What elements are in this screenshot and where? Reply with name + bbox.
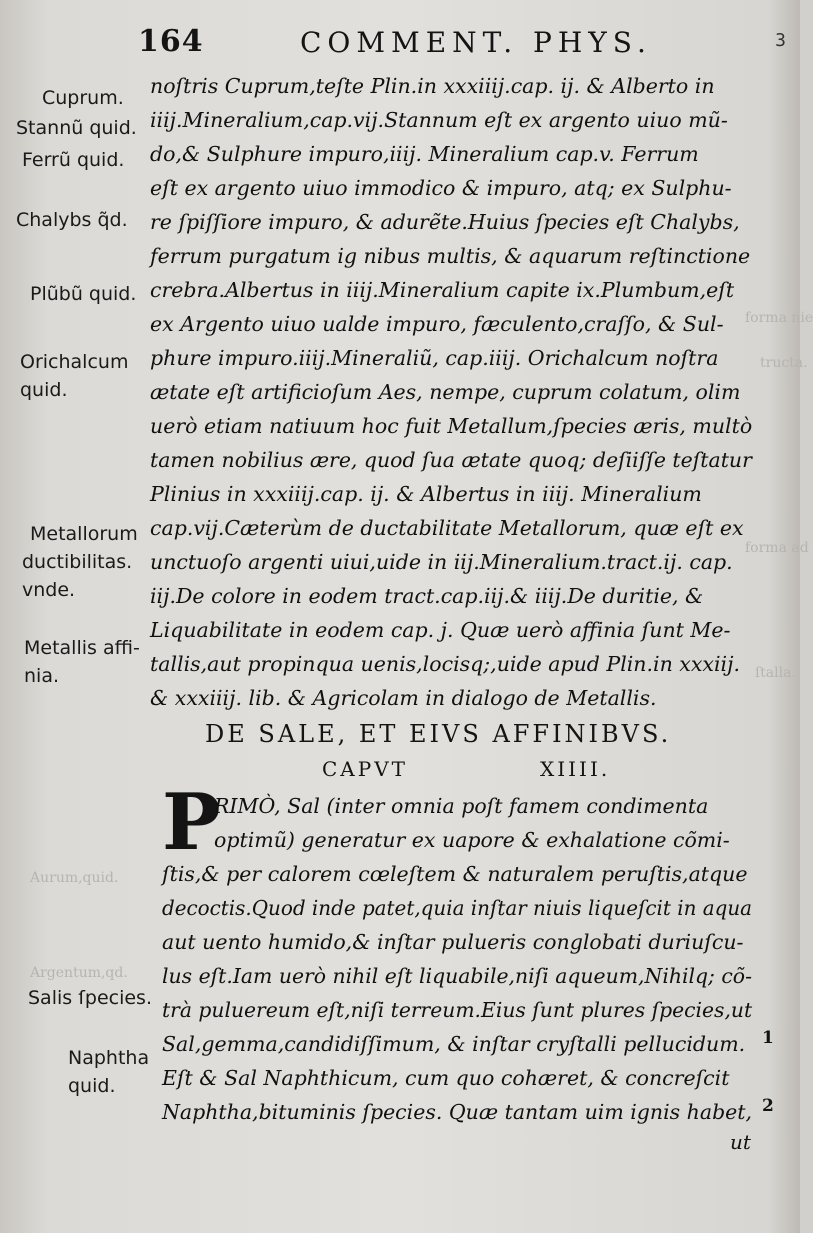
show-through-text: forma ad [745, 540, 809, 556]
text-line: ferrum purgatum ig nibus multis, & aquarum reſtinctione [150, 244, 751, 268]
corner-mark: 3 [775, 30, 786, 51]
text-line: phure impuro.iiij.Mineraliũ, cap.iiij. Orichalcum noſtra [150, 346, 719, 370]
margin-note: Metallorum [30, 523, 138, 545]
text-line: optimũ) generatur ex uapore & exhalatione cõmi- [214, 828, 730, 852]
margin-note: Salis ſpecies. [28, 987, 152, 1009]
text-line: Plinius in xxxiiij.cap. ij. & Albertus in iiij. Mineralium [150, 482, 702, 506]
text-line: do,& Sulphure impuro,iiij. Mineralium cap.v. Ferrum [150, 142, 699, 166]
text-line: cap.vij.Cæterùm de ductabilitate Metallorum, quæ eſt ex [150, 516, 744, 540]
text-line: re ſpiſſiore impuro, & adurẽte.Huius ſpecies eſt Chalybs, [150, 210, 740, 234]
text-line: Liquabilitate in eodem cap. j. Quæ uerò affinia ſunt Me- [150, 618, 731, 642]
text-line: & xxxiiij. lib. & Agricolam in dialogo de Metallis. [150, 686, 657, 710]
chapter-caput-label: CAPVT [322, 757, 408, 781]
margin-note: ductibilitas. [22, 551, 133, 573]
margin-note: Ferrũ quid. [22, 149, 125, 171]
show-through-text: tructa. [760, 355, 808, 371]
show-through-text: Argentum,qd. [30, 965, 128, 981]
text-line: ſtis,& per calorem cœleſtem & naturalem peruſtis,atque [162, 862, 748, 886]
page-header [0, 20, 800, 60]
running-head: COMMENT. PHYS. [300, 26, 652, 59]
text-line: tallis,aut propinqua uenis,locisq;,uide apud Plin.in xxxiij. [150, 652, 740, 676]
drop-cap: P [162, 777, 221, 868]
margin-note: Cuprum. [42, 87, 124, 109]
text-line: RIMÒ, Sal (inter omnia poſt famem condimenta [214, 794, 709, 818]
margin-note: nia. [24, 665, 60, 687]
show-through-text: forma nie [745, 310, 813, 326]
text-line: unctuoſo argenti uiui,uide in iij.Mineralium.tract.ij. cap. [150, 550, 733, 574]
margin-note: Orichalcum [20, 351, 129, 373]
footnote-mark: 2 [762, 1096, 774, 1116]
show-through-text: ſtalla. [755, 665, 796, 681]
margin-note: Naphtha [68, 1047, 150, 1069]
show-through-text: Aurum,quid. [30, 870, 119, 886]
text-line: trà puluereum eſt,niſi terreum.Eius ſunt plures ſpecies,ut [162, 998, 753, 1022]
footnote-mark: 1 [762, 1028, 774, 1048]
text-line: crebra.Albertus in iiij.Mineralium capite ix.Plumbum,eſt [150, 278, 735, 302]
margin-note: Metallis affi- [24, 637, 140, 659]
text-line: Naphtha,bituminis ſpecies. Quæ tantam uim ignis habet, [162, 1100, 753, 1124]
text-line: ex Argento uiuo ualde impuro, fæculento,craſſo, & Sul- [150, 312, 724, 336]
text-line: Sal,gemma,candidiſſimum, & inſtar cryſtalli pellucidum. [162, 1032, 746, 1056]
text-line: tamen nobilius ære, quod ſua ætate quoq; deſiiſſe teſtatur [150, 448, 752, 472]
margin-note: Plũbũ quid. [30, 283, 137, 305]
text-line: uerò etiam natiuum hoc fuit Metallum,ſpecies æris, multò [150, 414, 753, 438]
text-line: decoctis.Quod inde patet,quia inſtar niuis liqueſcit in aqua [162, 896, 753, 920]
text-line: ætate eſt artificioſum Aes, nempe, cuprum colatum, olim [150, 380, 741, 404]
margin-note: quid. [20, 379, 68, 401]
text-line: Eſt & Sal Naphthicum, cum quo cohæret, & concreſcit [162, 1066, 730, 1090]
margin-note: quid. [68, 1075, 116, 1097]
text-line: iij.De colore in eodem tract.cap.iij.& iiij.De duritie, & [150, 584, 704, 608]
text-line: eſt ex argento uiuo immodico & impuro, atq; ex Sulphu- [150, 176, 732, 200]
text-line: aut uento humido,& inſtar pulueris conglobati duriuſcu- [162, 930, 744, 954]
chapter-heading: DE SALE, ET EIVS AFFINIBVS. [205, 720, 672, 748]
chapter-number: XIIII. [540, 757, 611, 781]
page-number: 164 [138, 24, 204, 59]
text-line: iiij.Mineralium,cap.vij.Stannum eſt ex argento uiuo mũ- [150, 108, 728, 132]
margin-note: vnde. [22, 579, 76, 601]
margin-note: Stannũ quid. [16, 117, 137, 139]
margin-note: Chalybs q̃d. [16, 209, 128, 231]
catchword: ut [730, 1130, 751, 1154]
text-line: noſtris Cuprum,teſte Plin.in xxxiiij.cap. ij. & Alberto in [150, 74, 715, 98]
text-line: lus eſt.Iam uerò nihil eſt liquabile,niſi aqueum,Nihilq; cõ- [162, 964, 752, 988]
